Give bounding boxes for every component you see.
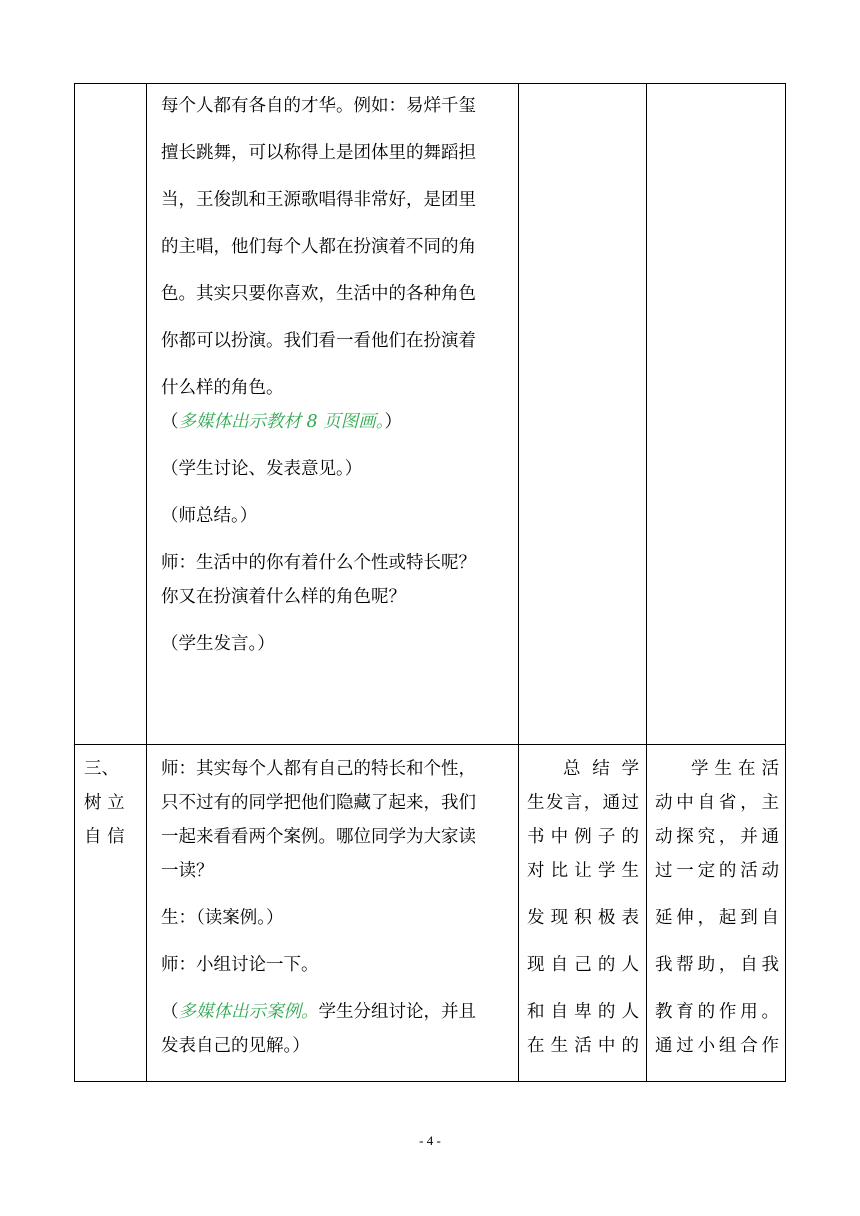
content-line: 师：生活中的你有着什么个性或特长呢？: [161, 553, 476, 573]
discussion-note: （学生讨论、发表意见。）: [161, 459, 363, 479]
intent-line: 生发言，通过: [527, 793, 639, 813]
teaching-content-cell: [147, 745, 519, 1082]
content-line: 一起来看看两个案例。哪位同学为大家读: [161, 827, 476, 847]
notes-cell: [647, 84, 786, 745]
content-line: 发表自己的见解。）: [161, 1036, 310, 1056]
intent-line: 发 现 积 极 表: [527, 908, 639, 928]
multimedia-highlight: 多媒体出示教材 8 页图画。: [178, 412, 385, 432]
notes-line: 动探究，并通: [655, 827, 779, 847]
content-line: 擅长跳舞，可以称得上是团体里的舞蹈担: [161, 143, 476, 163]
intent-line: 和 自 卑 的 人: [527, 1002, 639, 1022]
notes-line: 延伸，起到自: [655, 908, 779, 928]
content-line: 每个人都有各自的才华。例如：易烊千玺: [161, 96, 476, 116]
teaching-content-cell: [147, 84, 519, 745]
notes-line: 通过小组合作: [655, 1036, 779, 1056]
intent-line: 在 生 活 中 的: [527, 1036, 639, 1056]
content-line: 师：小组讨论一下。: [161, 955, 319, 975]
stage-title: 树 立: [84, 793, 125, 813]
notes-line: 学生在活: [691, 759, 779, 779]
notes-line: 教育的作用。: [655, 1002, 779, 1022]
notes-line: 我帮助，自我: [655, 955, 779, 975]
case-highlight: 多媒体出示案例。: [178, 1002, 319, 1022]
intent-line: 对 比 让 学 生: [527, 861, 639, 881]
design-intent-cell: [519, 84, 647, 745]
stage-cell: [75, 84, 147, 745]
multimedia-note: （多媒体出示教材 8 页图画。）: [161, 412, 403, 432]
content-line: 一读？: [161, 861, 214, 881]
stage-title: 自 信: [84, 827, 125, 847]
content-line: 当，王俊凯和王源歌唱得非常好，是团里: [161, 190, 476, 210]
content-line: 你又在扮演着什么样的角色呢？: [161, 587, 406, 607]
content-line: 你都可以扮演。我们看一看他们在扮演着: [161, 331, 476, 351]
table-row: [75, 745, 786, 1082]
speak-note: （学生发言。）: [161, 634, 275, 654]
notes-line: 动中自省，主: [655, 793, 779, 813]
design-intent-cell: [519, 745, 647, 1082]
content-line: 什么样的角色。: [161, 378, 284, 398]
notes-line: 过一定的活动: [655, 861, 779, 881]
content-line: 师：其实每个人都有自己的特长和个性，: [161, 759, 476, 779]
lesson-plan-table: [74, 83, 786, 1082]
table-row: [75, 84, 786, 745]
stage-cell: [75, 745, 147, 1082]
content-line: 的主唱，他们每个人都在扮演着不同的角: [161, 237, 476, 257]
content-line: 只不过有的同学把他们隐藏了起来，我们: [161, 793, 476, 813]
intent-line: 书 中 例 子 的: [527, 827, 639, 847]
content-line: 生：（读案例。）: [161, 908, 284, 928]
page-number: - 4 -: [419, 1133, 441, 1148]
case-note: （多媒体出示案例。学生分组讨论，并且: [161, 1002, 476, 1022]
content-line: 色。其实只要你喜欢，生活中的各种角色: [161, 284, 476, 304]
notes-cell: [647, 745, 786, 1082]
summary-note: （师总结。）: [161, 506, 258, 526]
stage-number: 三、: [84, 759, 119, 779]
intent-line: 总 结 学: [563, 759, 639, 779]
intent-line: 现 自 己 的 人: [527, 955, 639, 975]
